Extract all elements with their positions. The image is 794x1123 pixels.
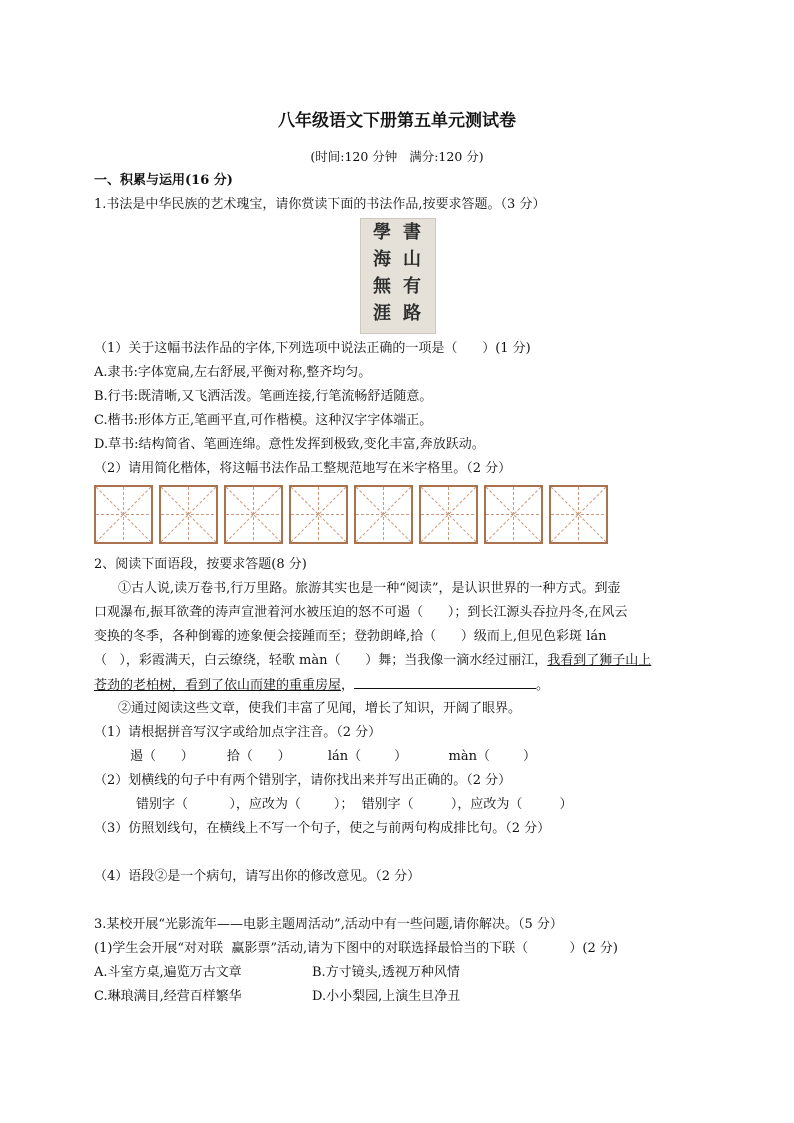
passage-line: ①古人说,读万卷书,行万里路。旅游其实也是一种“阅读”，是认识世界的一种方式。到壶 [118,581,621,596]
passage-line: ②通过阅读这些文章，使我们丰富了见闻，增长了知识，开阔了眼界。 [118,701,522,716]
option-d: D.草书:结构简省、笔画连绵。意性发挥到极致,变化丰富,奔放跃动。 [94,437,485,452]
option-c: C.琳琅满目,经营百样繁华 [94,989,242,1004]
passage-text: ， [341,678,355,693]
mizige-cell[interactable] [94,485,153,544]
q3-stem: 3.某校开展“光影流年——电影主题周活动”,活动中有一些问题,请你解决。（5 分） [94,917,563,932]
mizige-cell[interactable] [354,485,413,544]
passage-text: （ ），彩霞满天，白云缭绕，轻歌 màn（ ）舞；当我像一滴水经过丽江， [94,653,548,668]
mizige-cell[interactable] [484,485,543,544]
passage-line: 变换的冬季，各种倒霉的迹象便会接踵而至；登勃朗峰,拾（ ）级而上,但见色彩斑 lán [94,629,607,644]
mizige-cell[interactable] [549,485,608,544]
mizige-cell[interactable] [224,485,283,544]
callig-char: 有 [403,276,421,297]
q2-sub2-blanks: 错别字（ ），应改为（ ）； 错别字（ ），应改为（ ） [136,797,573,812]
callig-char: 書 [403,222,421,243]
mizige-cell[interactable] [289,485,348,544]
q2-sub3: （3）仿照划线句，在横线上不写一个句子，使之与前两句构成排比句。（2 分） [94,821,551,836]
option-d: D.小小梨园,上演生旦净丑 [312,989,461,1004]
q2-sub2: （2）划横线的句子中有两个错别字，请你找出来并写出正确的。（2 分） [94,773,512,788]
section-heading: 一、积累与运用(16 分) [94,173,233,188]
underlined-sentence: 我看到了狮子山上 [547,653,652,668]
q2-sub4: （4）语段②是一个病句，请写出你的修改意见。（2 分） [94,869,421,884]
q1-stem: 1.书法是中华民族的艺术瑰宝，请你赏读下面的书法作品,按要求答题。（3 分） [94,197,546,212]
underlined-sentence: 苍劲的老柏树，看到了依山而建的重重房屋 [94,678,342,693]
passage-line: 口观瀑布,振耳欲聋的涛声宣泄着河水被压迫的怒不可遏（ ）；到长江源头吞拉丹冬,在风云 [94,605,628,620]
callig-char: 海 [373,249,391,270]
callig-char: 學 [373,222,391,243]
calligraphy-artwork [360,218,436,334]
q1-sub1: （1）关于这幅书法作品的字体,下列选项中说法正确的一项是（ ）(1 分) [94,341,531,356]
passage-text: 。 [536,678,550,693]
callig-char: 無 [373,276,391,297]
passage-line [94,676,549,695]
callig-char: 路 [403,303,421,324]
q2-stem: 2、阅读下面语段，按要求答题(8 分) [94,557,307,572]
q3-sub1: (1)学生会开展“对对联 赢影票”活动,请为下图中的对联选择最恰当的下联（ ）(2 分) [94,941,618,956]
page-title: 八年级语文下册第五单元测试卷 [278,111,516,131]
mizige-cell[interactable] [159,485,218,544]
option-a: A.隶书:字体宽扁,左右舒展,平衡对称,整齐均匀。 [94,365,372,380]
callig-char: 涯 [373,303,391,324]
mizige-cell[interactable] [419,485,478,544]
option-b: B.行书:既清晰,又飞洒活泼。笔画连接,行笔流畅舒适随意。 [94,389,433,404]
option-a: A.斗室方桌,遍览万古文章 [94,965,242,980]
q2-sub1: （1）请根据拼音写汉字或给加点字注音。（2 分） [94,725,382,740]
q2-sub1-blanks: 遏（ ） 拾（ ） lán（ ） màn（ ） [130,749,537,764]
mizige-grid [94,485,612,547]
option-c: C.楷书:形体方正,笔画平直,可作楷模。这种汉字字体端正。 [94,413,433,428]
answer-blank[interactable] [354,676,536,689]
exam-subtitle: (时间:120 分钟 满分:120 分) [310,149,484,164]
q1-sub2: （2）请用简化楷体，将这幅书法作品工整规范地写在米字格里。（2 分） [94,461,512,476]
callig-char: 山 [403,249,421,270]
option-b: B.方寸镜头,透视万种风情 [312,965,460,980]
passage-line [94,652,651,670]
